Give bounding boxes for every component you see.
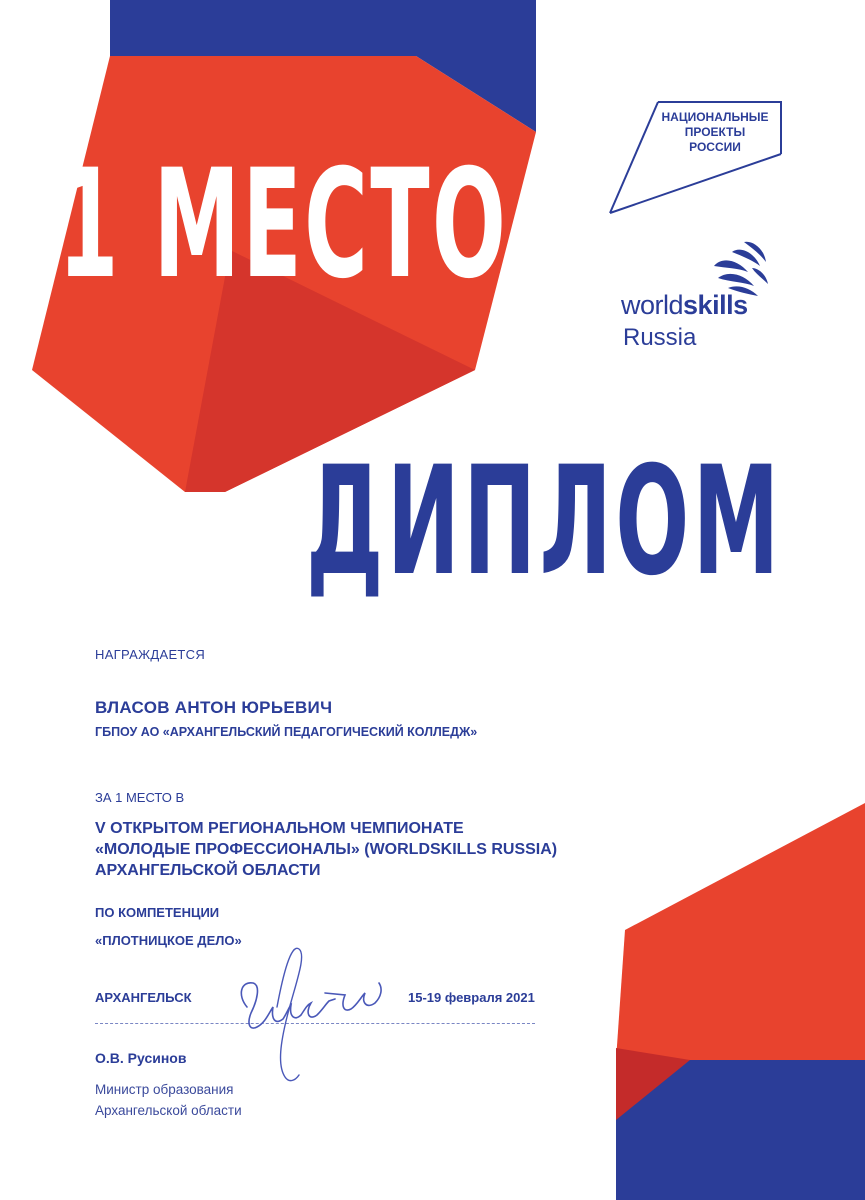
championship-line: «МОЛОДЫЕ ПРОФЕССИОНАЛЫ» (WORLDSKILLS RUSSIA) <box>95 841 558 858</box>
competence-value: «ПЛОТНИЦКОЕ ДЕЛО» <box>95 933 242 948</box>
date-text: 15-19 февраля 2021 <box>408 990 535 1005</box>
worldskills-wordmark <box>621 291 748 319</box>
championship-title <box>95 818 557 881</box>
national-projects-line: РОССИИ <box>689 140 741 154</box>
competence-label: ПО КОМПЕТЕНЦИИ <box>95 905 220 920</box>
awarded-label: НАГРАЖДАЕТСЯ <box>95 647 206 662</box>
worldskills-skills-text: skills <box>683 290 748 320</box>
national-projects-line: НАЦИОНАЛЬНЫЕ <box>661 110 769 124</box>
diploma-heading: ДИПЛОМ <box>306 435 783 609</box>
handwritten-signature <box>225 935 395 1085</box>
place-heading: 1 МЕСТО <box>58 138 509 312</box>
city-text: АРХАНГЕЛЬСК <box>95 990 192 1005</box>
national-projects-text <box>655 110 775 155</box>
recipient-organization: ГБПОУ АО «АРХАНГЕЛЬСКИЙ ПЕДАГОГИЧЕСКИЙ КОЛЛЕДЖ» <box>95 725 478 739</box>
worldskills-region-text: Russia <box>623 324 697 351</box>
signer-position <box>95 1079 242 1121</box>
championship-line: АРХАНГЕЛЬСКОЙ ОБЛАСТИ <box>95 862 321 879</box>
worldskills-world-text: world <box>621 290 684 320</box>
red-bottom-right-shape <box>616 803 865 1060</box>
signer-position-line: Архангельской области <box>95 1103 242 1118</box>
signer-name: О.В. Русинов <box>95 1050 187 1066</box>
championship-line: V ОТКРЫТОМ РЕГИОНАЛЬНОМ ЧЕМПИОНАТЕ <box>95 820 464 837</box>
national-projects-line: ПРОЕКТЫ <box>684 125 746 139</box>
signer-position-line: Министр образования <box>95 1082 234 1097</box>
recipient-name: ВЛАСОВ АНТОН ЮРЬЕВИЧ <box>95 698 333 717</box>
for-place-label: ЗА 1 МЕСТО В <box>95 790 185 805</box>
